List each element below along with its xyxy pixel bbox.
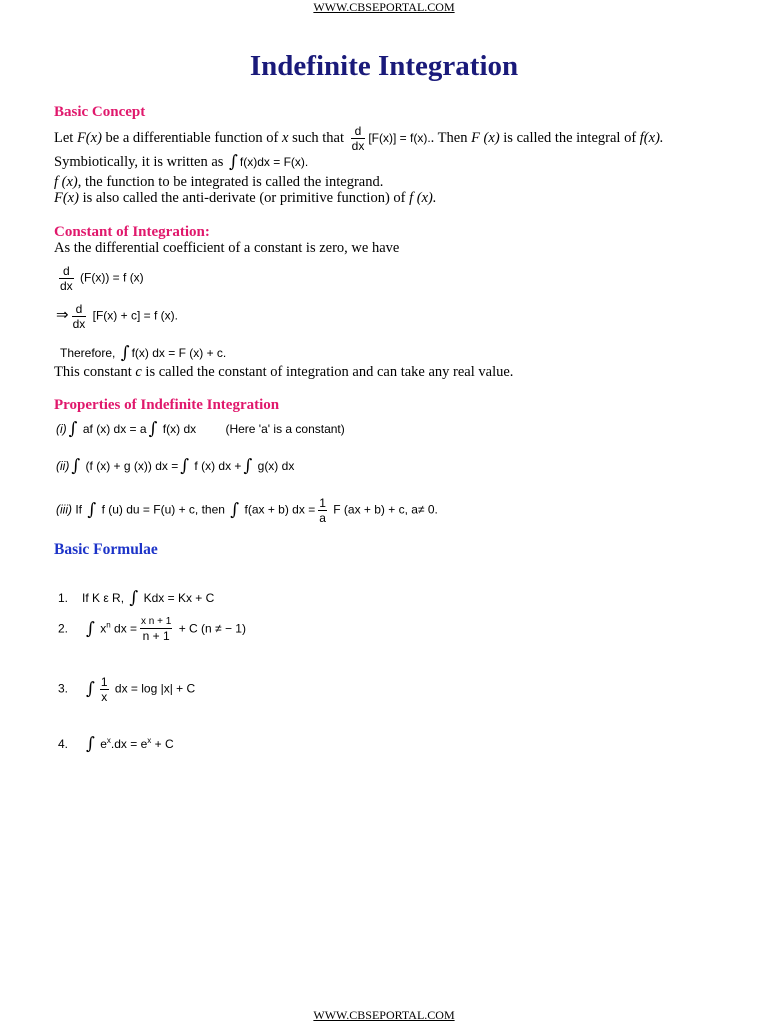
implies-arrow-icon: ⇒ — [56, 306, 69, 324]
derivative-fraction: $\frac{d}{dx}$ — [351, 124, 365, 153]
text: is called the constant of integration and can take any real value. — [141, 364, 514, 380]
constant-eq-3 — [60, 342, 226, 362]
formulae-heading: Basic Formulae — [54, 541, 158, 558]
equation-text: (f (x) + g (x)) dx = — [85, 459, 179, 473]
equation-text: .dx = e — [110, 737, 148, 751]
text: , the function to be integrated is called the integrand. — [77, 174, 384, 190]
reciprocal-fraction: $\frac{1}{x}$ — [100, 675, 108, 704]
text: is also called the anti-derivate (or primitive function) of — [78, 190, 410, 206]
text: Let — [54, 129, 77, 146]
equation-text: f(ax + b) dx = — [244, 502, 316, 517]
integral-expression: f(x)dx = F(x). — [239, 155, 309, 169]
constant-outro — [54, 364, 513, 381]
concept-line-1 — [54, 125, 664, 152]
exponent: x — [106, 736, 111, 745]
equation-text: f(x) dx = F (x) + c. — [131, 346, 227, 360]
exponent: n — [106, 620, 111, 630]
integral-sign-icon: ∫ — [86, 734, 95, 754]
property-1 — [56, 418, 345, 438]
equation-text: g(x) dx — [257, 459, 295, 473]
equation-text: + C — [151, 737, 174, 751]
constant-heading: Constant of Integration: — [54, 224, 210, 240]
formula-1 — [58, 587, 214, 607]
one-over-a-fraction: $\frac{1}{a}$ — [319, 496, 326, 525]
equation-text: [F(x) + c] = f (x). — [92, 308, 178, 323]
integral-sign-icon: ∫ — [68, 419, 78, 439]
property-label: (iii) — [56, 502, 72, 517]
property-label: (ii) — [56, 459, 70, 473]
equation-text: f (x) dx + — [194, 459, 242, 473]
integral-sign-icon: ∫ — [243, 456, 253, 476]
constant-eq-1 — [56, 265, 144, 292]
text: such that — [288, 129, 345, 146]
equation-text: + C (n ≠ − 1) — [178, 621, 246, 636]
text: x — [282, 129, 289, 146]
property-3 — [56, 497, 438, 524]
integral-sign-icon: ∫ — [120, 343, 130, 363]
formula-4 — [58, 733, 174, 753]
equation-text: e — [100, 737, 107, 751]
formula-number: 3. — [58, 681, 69, 696]
concept-line-2 — [54, 151, 308, 171]
integral-sign-icon: ∫ — [180, 456, 190, 476]
text: If K ε R, — [82, 591, 125, 605]
text: f (x). — [409, 190, 437, 206]
text: F (x) — [471, 129, 500, 146]
concept-line-3 — [54, 174, 383, 191]
text: F(x) — [76, 129, 102, 146]
text: F(x) — [54, 190, 79, 206]
formula-3 — [58, 676, 195, 703]
derivative-expression: [F(x)] = f(x). — [368, 130, 431, 145]
text: This constant — [54, 364, 136, 380]
text: be a differentiable function of — [101, 129, 283, 146]
text: If — [75, 502, 83, 517]
constant-intro: As the differential coefficient of a constant is zero, we have — [54, 240, 400, 256]
text: Therefore, — [60, 346, 116, 360]
text: . Then — [430, 129, 472, 146]
text: f (x) — [54, 174, 78, 190]
integral-sign-icon: ∫ — [86, 618, 95, 639]
equation-text: Kdx = Kx + C — [143, 591, 215, 605]
text: f(x). — [639, 129, 664, 146]
property-2 — [56, 455, 294, 475]
text: Symbiotically, it is written as — [54, 154, 224, 170]
equation-text: f (u) du = F(u) + c, then — [101, 502, 225, 517]
page-title: Indefinite Integration — [249, 50, 519, 82]
integral-sign-icon: ∫ — [148, 419, 158, 439]
equation-text: f(x) dx — [162, 422, 197, 436]
formula-number: 1. — [58, 591, 69, 605]
integral-sign-icon: ∫ — [86, 678, 95, 699]
property-note: (Here 'a' is a constant) — [225, 422, 345, 436]
derivative-fraction: $\frac{d}{dx}$ — [72, 302, 86, 331]
power-rule-fraction: $\frac{\text{x n + 1}}{n + 1}$ — [141, 616, 172, 643]
equation-text: dx = — [114, 621, 138, 636]
footer-link[interactable]: WWW.CBSEPORTAL.COM — [313, 1008, 455, 1022]
properties-heading: Properties of Indefinite Integration — [54, 397, 280, 413]
formula-number: 2. — [58, 621, 69, 636]
integral-sign-icon: ∫ — [129, 588, 139, 608]
equation-text: dx = log |x| + C — [114, 681, 196, 696]
derivative-fraction: $\frac{d}{dx}$ — [60, 264, 73, 293]
exponent: x — [147, 736, 152, 745]
equation-text: x — [100, 621, 107, 636]
equation-text: af (x) dx = a — [82, 422, 147, 436]
integral-sign-icon: ∫ — [71, 456, 81, 476]
header-link[interactable]: WWW.CBSEPORTAL.COM — [313, 0, 455, 14]
integral-sign-icon: ∫ — [229, 152, 238, 172]
formula-2 — [58, 617, 246, 642]
text: is called the integral of — [499, 129, 640, 146]
formula-number: 4. — [58, 737, 69, 751]
basic-concept-heading: Basic Concept — [54, 104, 146, 120]
property-label: (i) — [56, 422, 67, 436]
integral-sign-icon: ∫ — [230, 499, 240, 520]
equation-text: (F(x)) = f (x) — [80, 270, 144, 285]
equation-text: F (ax + b) + c, a≠ 0. — [333, 502, 438, 517]
integral-sign-icon: ∫ — [87, 499, 97, 520]
text: c — [135, 364, 142, 380]
constant-eq-2 — [56, 303, 178, 330]
concept-line-4 — [54, 190, 437, 207]
